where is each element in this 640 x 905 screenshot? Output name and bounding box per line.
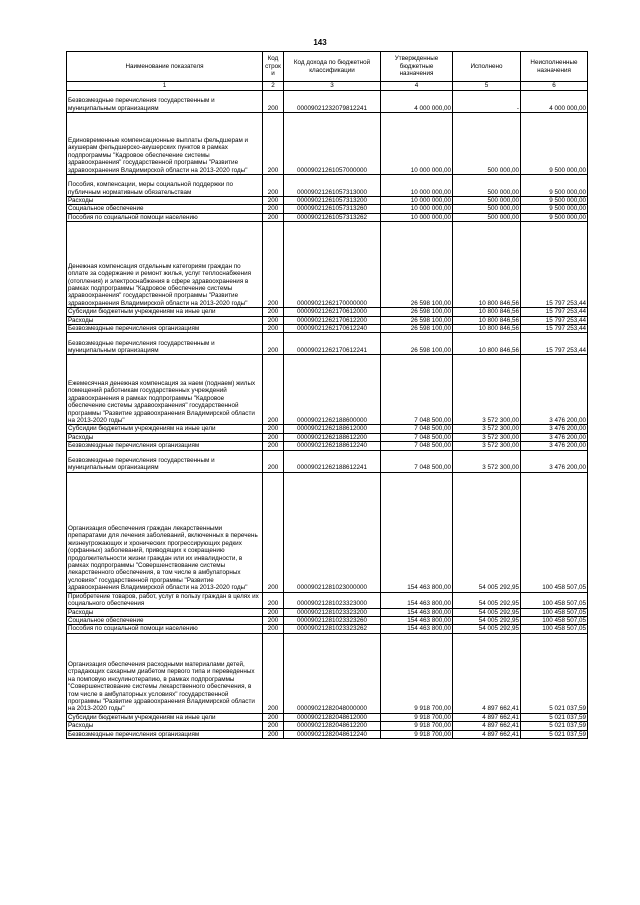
row-unexecuted: 3 476 200,00	[521, 442, 588, 450]
row-executed: 10 800 846,56	[453, 333, 521, 355]
row-code: 200	[263, 425, 284, 433]
row-executed: 54 005 292,95	[453, 625, 521, 633]
row-name: Субсидии бюджетным учреждениям на иные цели	[67, 425, 263, 433]
row-approved: 10 000 000,00	[381, 175, 453, 197]
row-name: Единовременные компенсационные выплаты фельдшерам и акушерам фельдшерско-акушерских пунктов в рамках подпрограммы "Кадровое обеспечение системы здравоохранения" государственной программы "Развитие здравоохранения Владимирской области на 2013-2020 годы"	[67, 113, 263, 175]
row-executed: 54 005 292,95	[453, 472, 521, 592]
row-approved: 9 918 700,00	[381, 713, 453, 721]
row-unexecuted: 4 000 000,00	[521, 91, 588, 113]
table-row	[67, 113, 588, 175]
row-approved: 26 598 100,00	[381, 316, 453, 324]
row-code: 200	[263, 308, 284, 316]
table-row	[67, 355, 588, 425]
table-row	[67, 608, 588, 616]
row-executed: 4 897 662,41	[453, 713, 521, 721]
table-row	[67, 425, 588, 433]
row-approved: 10 000 000,00	[381, 113, 453, 175]
row-executed: 500 000,00	[453, 205, 521, 213]
row-code: 200	[263, 213, 284, 221]
row-unexecuted: 3 476 200,00	[521, 425, 588, 433]
row-classification: 00009021262188612000	[284, 425, 381, 433]
row-code: 200	[263, 713, 284, 721]
row-classification: 00009021281023323000	[284, 592, 381, 608]
row-approved: 10 000 000,00	[381, 213, 453, 221]
row-approved: 154 463 800,00	[381, 592, 453, 608]
row-classification: 00009021282048000000	[284, 633, 381, 713]
row-name: Организация обеспечения граждан лекарственными препаратами для лечения заболеваний, включенных в перечень жизнеугрожающих и хронических прогрессирующих редких (орфанных) заболеваний, приводящих к сокращению продолжительности жизни граждан или их инвалидности, в рамках подпрограммы "Совершенствование системы лекарственного обеспечения, в том числе в амбулаторных условиях" государственной программы "Развитие здравоохранения Владимирской области на 2013-2020 годы"	[67, 472, 263, 592]
row-code: 200	[263, 472, 284, 592]
row-name: Безвозмездные перечисления организациям	[67, 730, 263, 738]
row-approved: 26 598 100,00	[381, 222, 453, 308]
row-approved: 26 598 100,00	[381, 308, 453, 316]
table-row	[67, 617, 588, 625]
row-code: 200	[263, 325, 284, 333]
row-code: 200	[263, 316, 284, 324]
row-executed: 4 897 662,41	[453, 722, 521, 730]
row-name: Приобретение товаров, работ, услуг в пользу граждан в целях их социального обеспечения	[67, 592, 263, 608]
header-code: Код строки	[263, 52, 284, 82]
row-classification: 00009021262188612200	[284, 433, 381, 441]
table-row	[67, 205, 588, 213]
row-executed: 3 572 300,00	[453, 450, 521, 472]
row-executed: 500 000,00	[453, 197, 521, 205]
row-name: Безвозмездные перечисления государственным и муниципальным организациям	[67, 450, 263, 472]
row-executed: 4 897 662,41	[453, 730, 521, 738]
row-classification: 00009021262170612240	[284, 325, 381, 333]
row-unexecuted: 15 797 253,44	[521, 316, 588, 324]
row-unexecuted: 5 021 037,59	[521, 633, 588, 713]
row-classification: 00009021262170612241	[284, 333, 381, 355]
row-name: Расходы	[67, 608, 263, 616]
row-name: Пособия, компенсации, меры социальной поддержки по публичным нормативным обязательствам	[67, 175, 263, 197]
table-row	[67, 625, 588, 633]
row-executed: 3 572 300,00	[453, 355, 521, 425]
row-classification: 00009021261057313262	[284, 213, 381, 221]
row-executed: 500 000,00	[453, 175, 521, 197]
row-approved: 7 048 500,00	[381, 425, 453, 433]
row-unexecuted: 100 458 507,05	[521, 592, 588, 608]
table-row	[67, 197, 588, 205]
header-unexecuted: Неисполненные назначения	[521, 52, 588, 82]
table-row	[67, 333, 588, 355]
table-row	[67, 713, 588, 721]
row-executed: 54 005 292,95	[453, 617, 521, 625]
row-approved: 154 463 800,00	[381, 617, 453, 625]
row-approved: 26 598 100,00	[381, 333, 453, 355]
table-row	[67, 722, 588, 730]
row-classification: 00009021261057000000	[284, 113, 381, 175]
row-unexecuted: 15 797 253,44	[521, 325, 588, 333]
row-name: Безвозмездные перечисления организациям	[67, 325, 263, 333]
column-number: 4	[381, 82, 453, 91]
row-classification: 00009021261057313200	[284, 197, 381, 205]
row-executed: 500 000,00	[453, 113, 521, 175]
row-approved: 7 048 500,00	[381, 355, 453, 425]
row-classification: 00009021281023323200	[284, 608, 381, 616]
row-code: 200	[263, 113, 284, 175]
table-row	[67, 433, 588, 441]
row-unexecuted: 5 021 037,59	[521, 713, 588, 721]
row-approved: 10 000 000,00	[381, 197, 453, 205]
header-classification: Код дохода по бюджетной классификации	[284, 52, 381, 82]
report-table	[66, 51, 588, 739]
row-name: Расходы	[67, 433, 263, 441]
row-code: 200	[263, 91, 284, 113]
row-name: Расходы	[67, 197, 263, 205]
row-code: 200	[263, 592, 284, 608]
header-executed: Исполнено	[453, 52, 521, 82]
row-unexecuted: 5 021 037,59	[521, 730, 588, 738]
row-code: 200	[263, 205, 284, 213]
row-unexecuted: 9 500 000,00	[521, 197, 588, 205]
row-code: 200	[263, 197, 284, 205]
row-classification: 00009021262188600000	[284, 355, 381, 425]
row-executed: 4 897 662,41	[453, 633, 521, 713]
row-executed: 500 000,00	[453, 213, 521, 221]
row-code: 200	[263, 355, 284, 425]
row-name: Расходы	[67, 722, 263, 730]
row-unexecuted: 15 797 253,44	[521, 308, 588, 316]
column-number: 6	[521, 82, 588, 91]
row-classification: 00009021281023000000	[284, 472, 381, 592]
row-classification: 00009021281023323262	[284, 625, 381, 633]
row-unexecuted: 100 458 507,05	[521, 472, 588, 592]
row-name: Расходы	[67, 316, 263, 324]
row-executed: 3 572 300,00	[453, 425, 521, 433]
row-executed: 10 800 846,56	[453, 325, 521, 333]
row-approved: 7 048 500,00	[381, 433, 453, 441]
row-executed: 54 005 292,95	[453, 592, 521, 608]
row-code: 200	[263, 175, 284, 197]
table-row	[67, 450, 588, 472]
row-name: Безвозмездные перечисления организациям	[67, 442, 263, 450]
table-row	[67, 472, 588, 592]
row-code: 200	[263, 333, 284, 355]
table-row	[67, 222, 588, 308]
page-number: 143	[313, 38, 327, 47]
row-code: 200	[263, 722, 284, 730]
header-approved: Утвержденные бюджетные назначения	[381, 52, 453, 82]
row-name: Денежная компенсация отдельным категориям граждан по оплате за содержание и ремонт жилья, услуг теплоснабжения (отопления) и электроснабжения в сфере здравоохранения в рамках подпрограммы "Кадровое обеспечение системы здравоохранения" государственной программы "Развитие здравоохранения Владимирской области на 2013-2020 годы"	[67, 222, 263, 308]
row-unexecuted: 3 476 200,00	[521, 355, 588, 425]
column-number: 2	[263, 82, 284, 91]
row-classification: 00009021262170000000	[284, 222, 381, 308]
row-name: Субсидии бюджетным учреждениям на иные цели	[67, 713, 263, 721]
row-executed: 10 800 846,56	[453, 308, 521, 316]
table-row	[67, 175, 588, 197]
row-executed: 54 005 292,95	[453, 608, 521, 616]
row-name: Пособия по социальной помощи населению	[67, 625, 263, 633]
row-unexecuted: 100 458 507,05	[521, 608, 588, 616]
row-executed: 3 572 300,00	[453, 433, 521, 441]
row-approved: 9 918 700,00	[381, 633, 453, 713]
row-executed: -	[453, 91, 521, 113]
row-name: Пособия по социальной помощи населению	[67, 213, 263, 221]
row-approved: 4 000 000,00	[381, 91, 453, 113]
row-approved: 10 000 000,00	[381, 205, 453, 213]
row-code: 200	[263, 608, 284, 616]
row-classification: 00009021261057313000	[284, 175, 381, 197]
row-unexecuted: 9 500 000,00	[521, 113, 588, 175]
row-approved: 26 598 100,00	[381, 325, 453, 333]
row-name: Безвозмездные перечисления государственным и муниципальным организациям	[67, 91, 263, 113]
row-classification: 00009021262188612241	[284, 450, 381, 472]
row-code: 200	[263, 222, 284, 308]
row-code: 200	[263, 442, 284, 450]
row-classification: 00009021261057313260	[284, 205, 381, 213]
column-number-row	[67, 82, 588, 91]
header-name: Наименование показателя	[67, 52, 263, 82]
row-approved: 9 918 700,00	[381, 730, 453, 738]
row-classification: 00009021281023323260	[284, 617, 381, 625]
row-name: Организация обеспечения расходными материалами детей, страдающих сахарным диабетом первого типа и переведенных на помповую инсулинотерапию, в рамках подпрограммы "Совершенствование системы лекарственного обеспечения, в том числе в амбулаторных условиях" государственной программы "Развитие здравоохранения Владимирской области на 2013-2020 годы"	[67, 633, 263, 713]
column-number: 5	[453, 82, 521, 91]
table-row	[67, 308, 588, 316]
row-approved: 154 463 800,00	[381, 472, 453, 592]
row-classification: 00009021262170612200	[284, 316, 381, 324]
table-row	[67, 592, 588, 608]
row-classification: 00009021282048612200	[284, 722, 381, 730]
row-approved: 7 048 500,00	[381, 442, 453, 450]
row-name: Безвозмездные перечисления государственным и муниципальным организациям	[67, 333, 263, 355]
table-row	[67, 730, 588, 738]
column-number: 1	[67, 82, 263, 91]
row-classification: 00009021262170612000	[284, 308, 381, 316]
row-unexecuted: 9 500 000,00	[521, 213, 588, 221]
row-code: 200	[263, 617, 284, 625]
row-executed: 3 572 300,00	[453, 442, 521, 450]
table-row	[67, 213, 588, 221]
row-classification: 00009021262188612240	[284, 442, 381, 450]
row-approved: 7 048 500,00	[381, 450, 453, 472]
row-unexecuted: 100 458 507,05	[521, 617, 588, 625]
row-executed: 10 800 846,56	[453, 316, 521, 324]
table-row	[67, 316, 588, 324]
row-name: Субсидии бюджетным учреждениям на иные цели	[67, 308, 263, 316]
row-code: 200	[263, 625, 284, 633]
row-approved: 154 463 800,00	[381, 608, 453, 616]
header-row	[67, 52, 588, 82]
row-unexecuted: 3 476 200,00	[521, 433, 588, 441]
row-classification: 00009021232079812241	[284, 91, 381, 113]
row-name: Социальное обеспечение	[67, 205, 263, 213]
report-body	[67, 91, 588, 739]
row-code: 200	[263, 450, 284, 472]
table-row	[67, 633, 588, 713]
table-row	[67, 442, 588, 450]
row-name: Ежемесячная денежная компенсация за наем (поднаем) жилых помещений работникам государственных учреждений здравоохранения в рамках подпрограммы "Кадровое обеспечение системы здравоохранения" государственной программы "Развитие здравоохранения Владимирской области на 2013-2020 годы"	[67, 355, 263, 425]
row-executed: 10 800 846,56	[453, 222, 521, 308]
row-unexecuted: 3 476 200,00	[521, 450, 588, 472]
row-unexecuted: 9 500 000,00	[521, 175, 588, 197]
row-code: 200	[263, 730, 284, 738]
row-unexecuted: 5 021 037,59	[521, 722, 588, 730]
column-number: 3	[284, 82, 381, 91]
row-classification: 00009021282048612000	[284, 713, 381, 721]
row-code: 200	[263, 633, 284, 713]
row-classification: 00009021282048612240	[284, 730, 381, 738]
row-unexecuted: 15 797 253,44	[521, 222, 588, 308]
row-code: 200	[263, 433, 284, 441]
table-row	[67, 91, 588, 113]
row-unexecuted: 9 500 000,00	[521, 205, 588, 213]
row-approved: 154 463 800,00	[381, 625, 453, 633]
row-name: Социальное обеспечение	[67, 617, 263, 625]
table-row	[67, 325, 588, 333]
row-unexecuted: 100 458 507,05	[521, 625, 588, 633]
row-unexecuted: 15 797 253,44	[521, 333, 588, 355]
row-approved: 9 918 700,00	[381, 722, 453, 730]
